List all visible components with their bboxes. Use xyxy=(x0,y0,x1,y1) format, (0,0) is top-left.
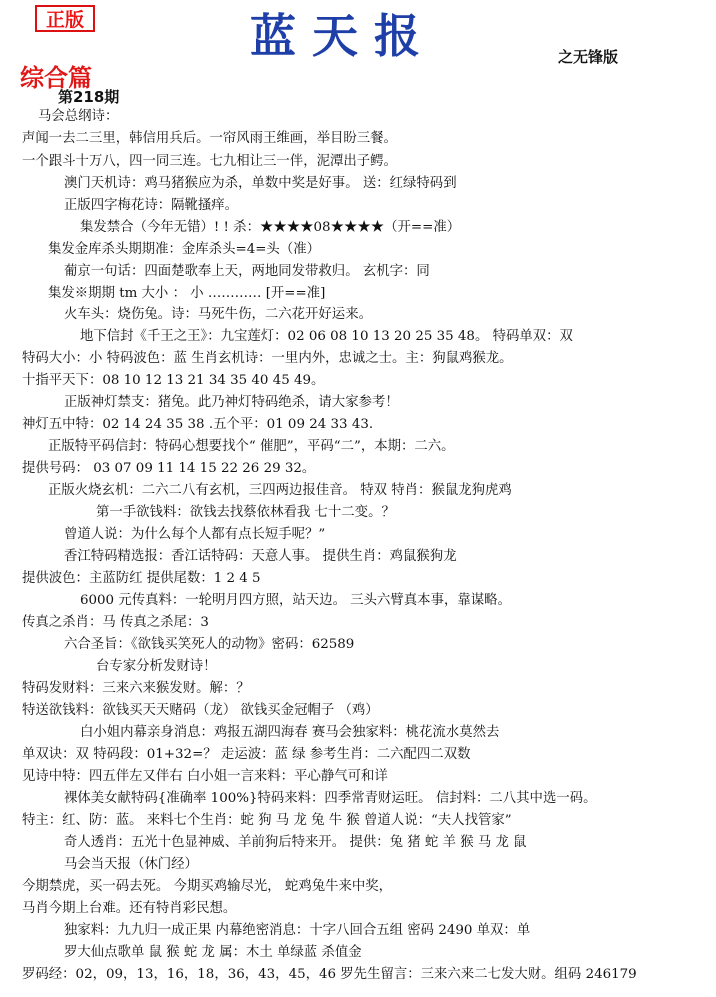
section-heading: 综合篇 xyxy=(20,63,92,92)
text-line: 白小姐内幕亲身消息：鸡报五湖四海春 赛马会独家料：桃花流水莫然去 xyxy=(80,725,500,740)
text-line: 特送欲钱料：欲钱买天天赌码（龙） 欲钱买金冠帽子 （鸡） xyxy=(22,703,379,718)
text-line: 马会总纲诗： xyxy=(38,109,119,124)
text-line: 裸体美女献特码{准确率 100%}特码来料：四季常青财运旺。 信封料：二八其中选一码。 xyxy=(64,791,597,806)
text-line: 澳门天机诗：鸡马猪猴应为杀，单数中奖是好事。 送：红绿特码到 xyxy=(64,176,457,191)
text-line: 香江特码精选报：香江话特码：天意人事。 提供生肖：鸡鼠猴狗龙 xyxy=(64,549,457,564)
text-line: 6000 元传真料：一轮明月四方照，站天边。 三头六臂真本事，靠谋略。 xyxy=(80,593,511,608)
newspaper-title: 蓝天报 xyxy=(250,9,436,63)
text-line: 今期禁虎，买一码去死。 今期买鸡输尽光， 蛇鸡兔牛来中奖， xyxy=(22,879,393,894)
text-line: 第一手欲钱料：欲钱去找蔡依林看我 七十二变。？ xyxy=(96,505,395,520)
issue-number: 第218期 xyxy=(58,88,120,106)
text-line: 见诗中特：四五伴左又伴右 白小姐一言来料：平心静气可和详 xyxy=(22,769,388,784)
text-line: 马肖今期上台难。还有特肖彩民想。 xyxy=(22,901,237,916)
edition-label: 之无锋版 xyxy=(558,48,619,66)
text-line: 集发金库杀头期期准：金库杀头=4=头（准） xyxy=(48,242,320,257)
edition-badge: 正版 xyxy=(35,5,95,32)
text-line: 特码大小：小 特码波色：蓝 生肖玄机诗：一里内外，忠诚之士。主：狗鼠鸡猴龙。 xyxy=(22,351,513,366)
text-line: 提供号码： 03 07 09 11 14 15 22 26 29 32。 xyxy=(22,461,316,476)
text-line: 葡京一句话：四面楚歌奉上天，两地同发带救归。 玄机字：同 xyxy=(64,264,430,279)
text-line: 特码发财料：三来六来猴发财。解：？ xyxy=(22,681,250,696)
text-line: 集发※期期 tm 大小 ： 小 ………… [开==准] xyxy=(48,286,326,301)
text-line: 声闻一去二三里，韩信用兵后。一帘风雨王维画，举目盼三餐。 xyxy=(22,131,397,146)
text-line: 台专家分析发财诗！ xyxy=(96,659,217,674)
text-line: 集发禁合（今年无错）! ! 杀：★★★★08★★★★（开==准） xyxy=(80,220,461,235)
text-line: 传真之杀肖：马 传真之杀尾：3 xyxy=(22,615,209,630)
text-line: 六合圣旨：《欲钱买笑死人的动物》密码：62589 xyxy=(64,637,355,652)
text-line: 一个跟斗十万八，四一同三连。七九相让三一伴，泥潭出子鳄。 xyxy=(22,154,397,169)
text-line: 马会当天报（休门经） xyxy=(64,857,198,872)
text-line: 地下信封《千王之王》：九宝莲灯：02 06 08 10 13 20 25 35 48。 特码单双：双 xyxy=(80,329,573,344)
text-line: 十指平天下：08 10 12 13 21 34 35 40 45 49。 xyxy=(22,373,325,388)
text-line: 正版火烧玄机：二六二八有玄机，三四两边报佳音。 特双 特肖：猴鼠龙狗虎鸡 xyxy=(48,483,512,498)
text-line: 火车头：烧伤兔。诗：马死牛伤，二六花开好运来。 xyxy=(64,307,372,322)
text-line: 单双诀：双 特码段：01+32=？ 走运波：蓝 绿 参考生肖：二六配四二双数 xyxy=(22,747,471,762)
text-line: 奇人透肖：五光十色显神威、羊前狗后特来开。 提供：兔 猪 蛇 羊 猴 马 龙 鼠 xyxy=(64,835,527,850)
text-line: 提供波色：主蓝防红 提供尾数：1 2 4 5 xyxy=(22,571,261,586)
text-line: 神灯五中特：02 14 24 35 38 .五个平：01 09 24 33 43. xyxy=(22,417,374,432)
text-line: 正版神灯禁支：猪兔。此乃神灯特码绝杀，请大家参考！ xyxy=(64,395,399,410)
text-line: 罗大仙点歌单 鼠 猴 蛇 龙 属：木土 单绿蓝 杀值金 xyxy=(64,945,362,960)
text-line: 罗码经：02，09，13，16，18，36，43，45，46 罗先生留言：三来六来二七发大财。组码 246179 xyxy=(22,967,637,982)
text-line: 独家料：九九归一成正果 内幕绝密消息：十字八回合五组 密码 2490 单双：单 xyxy=(64,923,531,938)
text-line: 曾道人说：为什么每个人都有点长短手呢？” xyxy=(64,527,326,542)
text-line: 正版特平码信封：特码心想要找个“ 催肥”，平码“二”，本期：二六。 xyxy=(48,439,455,454)
text-line: 特主：红、防：蓝。 来料七个生肖：蛇 狗 马 龙 兔 牛 猴 曾道人说：“夫人找管家” xyxy=(22,813,512,828)
text-line: 正版四字梅花诗：隔靴搔痒。 xyxy=(64,198,239,213)
